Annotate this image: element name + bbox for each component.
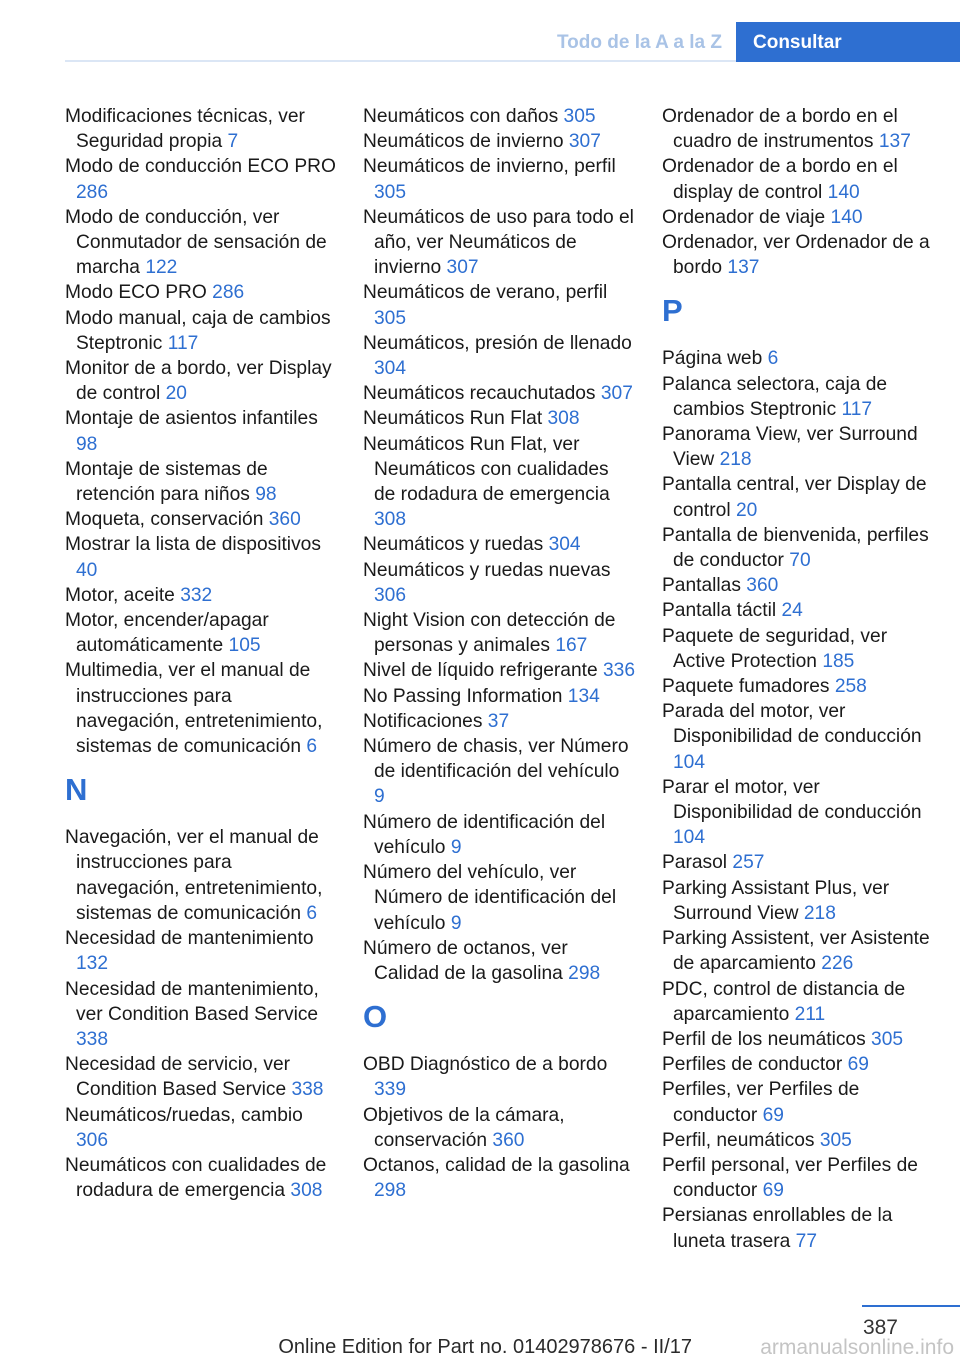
page-link[interactable]: 339 (374, 1079, 407, 1101)
index-entry (363, 860, 635, 936)
page-link[interactable]: 336 (603, 660, 636, 682)
index-letter-heading: O (363, 999, 388, 1035)
index-entry (363, 154, 635, 204)
index-entry (363, 331, 635, 381)
index-entry-text: Parar el motor, ver Disponibilidad de conducción (662, 776, 922, 824)
page-link[interactable]: 6 (306, 902, 318, 924)
page-link[interactable]: 360 (268, 509, 301, 531)
index-letter-heading: N (65, 772, 88, 808)
index-entry (662, 699, 934, 775)
index-entry (662, 1077, 934, 1127)
index-entry (662, 1153, 934, 1203)
index-entry-text: Necesidad de mantenimiento, ver Condition Based Service (65, 978, 319, 1025)
page-link[interactable]: 104 (673, 751, 706, 773)
index-entry-text: Neumáticos de invierno, perfil (363, 156, 616, 178)
index-entry-text: Necesidad de mantenimiento (65, 928, 314, 950)
index-entry (363, 104, 635, 129)
page-link[interactable]: 7 (227, 131, 239, 153)
page-number: 387 (862, 1316, 898, 1339)
index-entry (363, 129, 635, 154)
page-link[interactable]: 69 (762, 1180, 784, 1202)
index-entry-text: Neumáticos de verano, perfil (363, 282, 608, 304)
page-link[interactable]: 307 (446, 257, 479, 279)
index-entry (662, 472, 934, 522)
page-link[interactable]: 304 (374, 358, 407, 380)
page-link[interactable]: 20 (165, 383, 187, 405)
page-link[interactable]: 305 (819, 1129, 852, 1151)
index-entry (363, 810, 635, 860)
index-entry-text: Ordenador de viaje (662, 206, 826, 228)
page-link[interactable]: 307 (600, 383, 633, 405)
page-link[interactable]: 226 (821, 953, 854, 975)
index-entry-text: Perfiles de conductor (662, 1054, 843, 1076)
index-entry-text: Moqueta, conservación (65, 509, 264, 531)
index-entry (662, 205, 934, 230)
index-entry (662, 850, 934, 875)
index-entry-text: Paquete fumadores (662, 676, 830, 698)
index-entry-text: Neumáticos y ruedas (363, 534, 544, 556)
index-entry (662, 523, 934, 573)
index-entry (65, 608, 337, 658)
page-link[interactable]: 20 (735, 499, 758, 521)
index-entry (363, 734, 635, 810)
index-entry-text: Paquete de seguridad, ver Active Protection (662, 625, 888, 672)
index-entry (65, 356, 337, 406)
index-entry-text: Parada del motor, ver Disponibilidad de conducción (662, 701, 922, 748)
index-entry-text: Perfil, neumáticos (662, 1129, 815, 1151)
edition-note: Online Edition for Part no. 01402978676 - II/17 (278, 1336, 692, 1358)
index-entry-text: Objetivos de la cámara, conservación (363, 1104, 565, 1151)
page-link[interactable]: 305 (374, 307, 407, 329)
index-entry (363, 432, 635, 533)
index-entry (662, 372, 934, 422)
index-entry-text: Pantalla de bienvenida, perfiles de conductor (662, 524, 929, 572)
index-entry (662, 1203, 934, 1253)
index-entry-text: Modificaciones técnicas, ver Seguridad propia (65, 106, 305, 153)
index-entry-text: Nivel de líquido refrigerante (363, 660, 598, 682)
page-link[interactable]: 211 (794, 1003, 826, 1025)
index-entry (662, 1027, 934, 1052)
index-entry-text: Neumáticos recauchutados (363, 383, 596, 405)
page-link[interactable]: 305 (374, 181, 407, 203)
index-entry (363, 684, 635, 709)
index-entry-text: Ordenador de a bordo en el cuadro de instrumentos (662, 106, 898, 153)
index-entry (363, 608, 635, 658)
index-entry (662, 154, 934, 204)
index-entry-text: Octanos, calidad de la gasolina (363, 1154, 630, 1176)
page-link[interactable]: 140 (827, 181, 860, 203)
page-link[interactable]: 105 (228, 635, 261, 657)
page-link[interactable]: 140 (830, 206, 863, 228)
index-entry-text: Perfiles, ver Perfiles de conductor (662, 1079, 860, 1126)
index-entry-text: Modo de conducción, ver Conmutador de sensación de marcha (65, 206, 327, 279)
index-entry-text: Neumáticos con cualidades de rodadura de emergencia (65, 1154, 327, 1202)
index-entry-text: PDC, control de distancia de aparcamiento (662, 978, 906, 1025)
index-entry-text: Modo manual, caja de cambios Steptronic (65, 307, 331, 354)
index-entry-text: Parking Assistent, ver Asistente de aparcamiento (662, 928, 930, 975)
page-link[interactable]: 24 (781, 600, 803, 622)
index-entry (662, 1128, 934, 1153)
page-link[interactable]: 9 (374, 786, 385, 808)
page-link[interactable]: 132 (76, 953, 109, 975)
page-link[interactable]: 218 (719, 449, 752, 471)
index-entry (662, 624, 934, 674)
index-entry-text: Neumáticos de uso para todo el año, ver Neumáticos de invierno (363, 206, 634, 279)
index-entry-text: Neumáticos con daños (363, 106, 559, 127)
index-entry-text: Mostrar la lista de dispositivos (65, 534, 321, 556)
index-entry-text: Multimedia, ver el manual de instrucciones para navegación, entretenimiento, sistemas de comunicación (65, 660, 323, 758)
page-link[interactable]: 137 (727, 257, 760, 279)
index-entry (363, 936, 635, 986)
page-link[interactable]: 9 (450, 836, 462, 858)
page-link[interactable]: 332 (180, 584, 213, 606)
index-entry-text: Parasol (662, 852, 728, 874)
page-link[interactable]: 98 (76, 433, 98, 455)
index-entry-text: Necesidad de servicio, ver Condition Based Service (65, 1054, 291, 1101)
page-link[interactable]: 307 (568, 131, 601, 153)
index-entry (65, 658, 337, 759)
page-link[interactable]: 298 (374, 1180, 407, 1202)
page-link[interactable]: 98 (255, 484, 277, 506)
index-entry (662, 573, 934, 598)
index-entry (662, 977, 934, 1027)
index-entry-text: Perfil personal, ver Perfiles de conductor (662, 1154, 918, 1202)
watermark-site: armanualsonline.info (760, 1336, 954, 1359)
index-entry-text: Motor, aceite (65, 584, 175, 606)
index-entry (363, 406, 635, 431)
page-link[interactable]: 286 (76, 181, 109, 203)
page-link[interactable]: 69 (762, 1104, 784, 1126)
index-letter-heading: P (662, 293, 683, 329)
page-link[interactable]: 137 (878, 131, 911, 153)
index-entry (662, 104, 934, 154)
page-link[interactable]: 6 (767, 348, 779, 370)
index-entry-text: Panorama View, ver Surround View (662, 424, 918, 471)
page-link[interactable]: 104 (673, 827, 706, 849)
index-entry (65, 926, 337, 976)
page-link[interactable]: 338 (291, 1079, 324, 1101)
page-link[interactable]: 308 (547, 408, 580, 430)
index-entry (363, 1052, 635, 1102)
index-entry (65, 532, 337, 582)
index-entry-text: Número de identificación del vehículo (363, 811, 606, 858)
page-link[interactable]: 9 (450, 912, 462, 934)
index-entry-text: Número de octanos, ver Calidad de la gasolina (363, 937, 568, 984)
index-entry-text: No Passing Information (363, 685, 563, 707)
index-entry (65, 104, 337, 154)
page-link[interactable]: 306 (374, 584, 407, 606)
page-link[interactable]: 304 (548, 534, 581, 556)
index-column-3 (662, 104, 934, 1254)
page-link[interactable]: 117 (167, 332, 199, 354)
page-link[interactable]: 37 (487, 710, 510, 732)
index-entry (363, 205, 635, 281)
index-entry (662, 598, 934, 623)
page-link[interactable]: 6 (306, 736, 318, 758)
index-entry (363, 280, 635, 330)
index-column-1 (65, 104, 337, 1203)
index-entry-text: Notificaciones (363, 710, 483, 732)
index-entry-text: Página web (662, 348, 763, 370)
page-link[interactable]: 258 (834, 676, 867, 698)
index-entry-text: Night Vision con detección de personas y animales (363, 610, 616, 657)
index-entry-text: Pantalla táctil (662, 600, 777, 622)
index-entry-text: Modo ECO PRO (65, 282, 207, 304)
index-entry (65, 205, 337, 281)
index-entry (65, 825, 337, 926)
index-entry (65, 507, 337, 532)
index-entry (662, 1052, 934, 1077)
page-link[interactable]: 305 (871, 1028, 904, 1050)
page-link[interactable]: 338 (76, 1028, 109, 1050)
index-entry-text: Neumáticos, presión de llenado (363, 332, 632, 354)
section-title: Todo de la A a la Z (556, 32, 722, 53)
page-link[interactable]: 218 (803, 902, 836, 924)
index-entry-text: Pantalla central, ver Display de control (662, 474, 927, 521)
page-link[interactable]: 308 (290, 1180, 323, 1202)
index-entry (65, 1103, 337, 1153)
index-entry-text: Pantallas (662, 575, 741, 597)
index-entry (662, 926, 934, 976)
page-link[interactable]: 305 (563, 106, 596, 127)
index-entry (363, 558, 635, 608)
index-entry-text: Monitor de a bordo, ver Display de control (65, 358, 332, 405)
page-link[interactable]: 134 (567, 685, 600, 707)
page-link[interactable]: 360 (746, 575, 779, 597)
index-entry (65, 977, 337, 1053)
index-entry (662, 876, 934, 926)
page-link[interactable]: 257 (732, 852, 765, 874)
index-entry (363, 1103, 635, 1153)
index-entry-text: Navegación, ver el manual de instrucciones para navegación, entretenimiento, sistemas de comunicación (65, 827, 323, 924)
index-entry (662, 775, 934, 851)
index-entry (65, 583, 337, 608)
index-entry (662, 230, 934, 280)
index-entry (65, 306, 337, 356)
index-entry-text: Ordenador de a bordo en el display de control (662, 156, 898, 203)
index-entry-text: Palanca selectora, caja de cambios Steptronic (662, 373, 888, 420)
page-link[interactable]: 40 (76, 559, 98, 581)
page-link[interactable]: 122 (145, 257, 178, 279)
index-entry-text: Neumáticos/ruedas, cambio (65, 1104, 303, 1126)
index-entry-text: Número del vehículo, ver Número de identificación del vehículo (363, 862, 617, 934)
index-entry (363, 381, 635, 406)
page-link[interactable]: 306 (76, 1129, 109, 1151)
page-link[interactable]: 298 (568, 962, 601, 984)
page-link[interactable]: 185 (822, 650, 855, 672)
index-entry (662, 674, 934, 699)
page-link[interactable]: 167 (555, 635, 588, 657)
index-entry-text: Perfil de los neumáticos (662, 1028, 866, 1050)
page-link[interactable]: 360 (492, 1129, 525, 1151)
page-link[interactable]: 286 (212, 282, 245, 304)
index-entry (65, 406, 337, 456)
index-entry (65, 154, 337, 204)
index-entry-text: Modo de conducción ECO PRO (65, 156, 336, 178)
page-link[interactable]: 77 (795, 1230, 818, 1252)
index-entry (363, 1153, 635, 1203)
page-link[interactable]: 69 (847, 1054, 869, 1076)
index-entry-text: Persianas enrollables de la luneta trasera (662, 1205, 893, 1252)
page-link[interactable]: 70 (789, 550, 811, 572)
index-entry-text: OBD Diagnóstico de a bordo (363, 1054, 608, 1076)
index-entry (65, 1153, 337, 1203)
index-entry (662, 346, 934, 371)
index-entry (662, 422, 934, 472)
index-entry (363, 709, 635, 734)
index-entry-text: Montaje de sistemas de retención para niños (65, 458, 268, 506)
index-entry (65, 1052, 337, 1102)
index-entry-text: Ordenador, ver Ordenador de a bordo (662, 232, 930, 279)
index-entry-text: Número de chasis, ver Número de identificación del vehículo (363, 736, 629, 783)
index-entry-text: Neumáticos Run Flat, ver Neumáticos con cualidades de rodadura de emergencia (363, 433, 610, 506)
footer-rule (862, 1305, 960, 1307)
index-entry-text: Parking Assistant Plus, ver Surround View (662, 877, 890, 924)
index-entry-text: Neumáticos Run Flat (363, 408, 543, 430)
index-entry-text: Montaje de asientos infantiles (65, 408, 318, 430)
index-entry-text: Neumáticos y ruedas nuevas (363, 559, 611, 581)
index-column-2 (363, 104, 635, 1203)
index-entry (65, 457, 337, 507)
index-entry-text: Neumáticos de invierno (363, 131, 564, 153)
tab-consultar[interactable]: Consultar (736, 22, 960, 62)
index-entry (65, 280, 337, 305)
page-link[interactable]: 308 (374, 509, 407, 531)
index-entry (363, 532, 635, 557)
index-entry-text: Motor, encender/apagar automáticamente (65, 610, 269, 657)
page-link[interactable]: 117 (841, 398, 873, 420)
index-entry (363, 658, 635, 683)
